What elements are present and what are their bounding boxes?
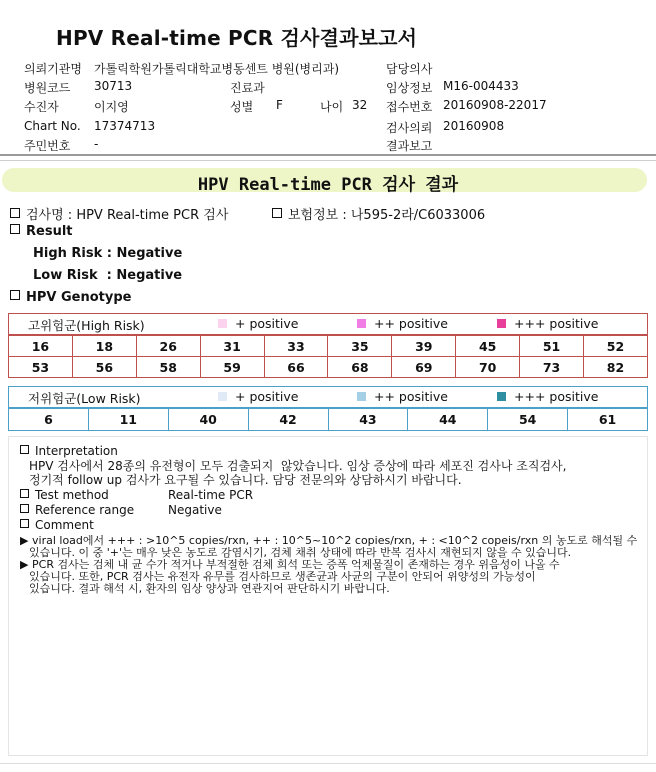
legend-plus-3 <box>497 316 598 331</box>
legend-plus-1 <box>218 389 298 404</box>
receipt-label: 접수번호 <box>386 100 433 114</box>
genotype-cell: 18 <box>72 336 136 357</box>
genotype-cell: 39 <box>392 336 456 357</box>
section-title: HPV Real-time PCR 검사 결과 <box>197 175 459 195</box>
rrn-value: - <box>94 137 99 151</box>
swatch-icon <box>497 319 506 328</box>
chart-no-value: 17374713 <box>94 119 156 133</box>
genotype-cell: 40 <box>168 409 248 431</box>
genotype-cell: 31 <box>200 336 264 357</box>
low-risk-table <box>8 408 648 431</box>
genotype-cell: 52 <box>584 336 648 357</box>
institution-value: 가톨릭학원가톨릭대학교병동센트 병원(병리과) <box>94 62 340 76</box>
clinical-info-value: M16-004433 <box>443 79 519 93</box>
legend-plus-1 <box>218 316 298 331</box>
age-value: 32 <box>352 98 368 112</box>
swatch-icon <box>357 392 366 401</box>
genotype-cell: 68 <box>328 357 392 378</box>
genotype-cell: 44 <box>408 409 488 431</box>
legend-label: ++ positive <box>374 316 448 331</box>
genotype-cell: 69 <box>392 357 456 378</box>
sex-value: F <box>276 98 283 112</box>
hospital-code-label: 병원코드 <box>24 81 71 95</box>
header-divider-thin <box>0 160 656 161</box>
age-label: 나이 <box>320 100 344 114</box>
hospital-code-value: 30713 <box>94 79 133 93</box>
genotype-cell: 73 <box>520 357 584 378</box>
table-row <box>9 409 648 431</box>
swatch-icon <box>218 319 227 328</box>
test-method-label-text: Test method <box>35 488 109 502</box>
comment-line-5: 있습니다. 결과 해석 시, 환자의 임상 양상과 연관지어 판단하시기 바랍니다. <box>29 583 390 595</box>
interpretation-heading <box>20 444 118 458</box>
high-risk-title: 고위험군(High Risk) <box>28 318 145 333</box>
receipt-value: 20160908-22017 <box>443 98 547 112</box>
legend-label: +++ positive <box>514 316 599 331</box>
reference-range-value: Negative <box>168 503 222 517</box>
low-risk-result: Low Risk : Negative <box>33 268 183 283</box>
square-bullet-icon <box>20 504 29 513</box>
swatch-icon <box>218 392 227 401</box>
genotype-cell: 70 <box>456 357 520 378</box>
reference-range-label <box>20 503 134 517</box>
genotype-cell: 33 <box>264 336 328 357</box>
test-name-text: 검사명 : HPV Real-time PCR 검사 <box>26 208 229 223</box>
bottom-divider <box>0 763 656 764</box>
square-bullet-icon <box>20 445 29 454</box>
comment-line-3: PCR 검사는 검체 내 균 수가 적거나 부적절한 검체 희석 또는 증폭 억제물질이 존재하는 경우 위음성이 나올 수 <box>32 559 560 571</box>
swatch-icon <box>497 392 506 401</box>
comment-heading-text: Comment <box>35 518 94 532</box>
legend-label: + positive <box>235 389 299 404</box>
genotype-cell: 61 <box>568 409 648 431</box>
genotype-cell: 6 <box>9 409 89 431</box>
high-risk-result: High Risk : Negative <box>33 246 183 261</box>
legend-label: + positive <box>235 316 299 331</box>
genotype-cell: 43 <box>328 409 408 431</box>
request-value: 20160908 <box>443 119 505 133</box>
test-method-label <box>20 488 109 502</box>
square-bullet-icon <box>20 489 29 498</box>
triangle-bullet-icon: ▶ <box>20 558 29 571</box>
patient-value: 이지영 <box>94 100 129 114</box>
header-divider <box>0 154 656 156</box>
patient-label: 수진자 <box>24 100 59 114</box>
genotype-heading <box>10 290 131 305</box>
chart-no-label: Chart No. <box>24 119 81 133</box>
genotype-cell: 26 <box>136 336 200 357</box>
comment-line-1: viral load에서 +++ : >10^5 copies/rxn, ++ : 10^5~10^2 copies/rxn, + : <10^2 copeis/rxn 의 농도로 해석될 수 <box>32 535 638 547</box>
comment-line-4: 있습니다. 또한, PCR 검사는 유전자 유무를 검사하므로 생존균과 사균의 구분이 안되어 위양성의 가능성이 <box>29 571 536 583</box>
rrn-label: 주민번호 <box>24 139 71 153</box>
square-bullet-icon <box>272 208 282 218</box>
high-risk-table <box>8 335 648 378</box>
table-row <box>9 336 648 357</box>
report-label: 결과보고 <box>386 139 433 153</box>
clinical-info-label: 임상정보 <box>386 81 433 95</box>
genotype-cell: 45 <box>456 336 520 357</box>
comment-heading <box>20 518 94 532</box>
sex-label: 성별 <box>230 100 254 114</box>
genotype-cell: 54 <box>488 409 568 431</box>
square-bullet-icon <box>10 224 20 234</box>
square-bullet-icon <box>10 208 20 218</box>
legend-plus-2 <box>357 389 448 404</box>
genotype-cell: 58 <box>136 357 200 378</box>
legend-plus-3 <box>497 389 598 404</box>
test-method-value: Real-time PCR <box>168 488 254 502</box>
test-name <box>10 204 228 223</box>
legend-label: +++ positive <box>514 389 599 404</box>
genotype-cell: 66 <box>264 357 328 378</box>
genotype-cell: 56 <box>72 357 136 378</box>
interpretation-heading-text: Interpretation <box>35 444 118 458</box>
legend-label: ++ positive <box>374 389 448 404</box>
institution-label: 의뢰기관명 <box>24 62 82 76</box>
square-bullet-icon <box>20 519 29 528</box>
report-title: HPV Real-time PCR 검사결과보고서 <box>56 26 418 50</box>
genotype-cell: 59 <box>200 357 264 378</box>
comment-line-2: 있습니다. 이 중 '+'는 매우 낮은 농도로 감염시기, 검체 채취 상태에 따라 반복 검사시 재현되지 않을 수 있습니다. <box>29 547 572 559</box>
reference-range-label-text: Reference range <box>35 503 135 517</box>
genotype-cell: 42 <box>248 409 328 431</box>
genotype-cell: 11 <box>88 409 168 431</box>
triangle-bullet-icon: ▶ <box>20 534 29 547</box>
insurance-text: 보험정보 : 나595-2라/C6033006 <box>288 208 486 223</box>
result-heading-text: Result <box>26 224 73 239</box>
legend-plus-2 <box>357 316 448 331</box>
genotype-cell: 35 <box>328 336 392 357</box>
genotype-heading-text: HPV Genotype <box>26 290 132 305</box>
table-row <box>9 357 648 378</box>
genotype-cell: 53 <box>9 357 73 378</box>
result-heading <box>10 224 73 239</box>
square-bullet-icon <box>10 290 20 300</box>
dept-label: 진료과 <box>230 81 265 95</box>
genotype-cell: 82 <box>584 357 648 378</box>
request-label: 검사의뢰 <box>386 121 433 135</box>
interpretation-line-1: HPV 검사에서 28종의 유전형이 모두 검출되지 않았습니다. 임상 증상에 따라 세포진 검사나 조직검사, <box>29 459 567 473</box>
doctor-label: 담당의사 <box>386 62 433 76</box>
low-risk-title: 저위험군(Low Risk) <box>28 391 141 406</box>
swatch-icon <box>357 319 366 328</box>
genotype-cell: 51 <box>520 336 584 357</box>
insurance-info <box>272 204 485 223</box>
interpretation-line-2: 정기적 follow up 검사가 요구될 수 있습니다. 담당 전문의와 상담하시기 바랍니다. <box>29 473 462 487</box>
genotype-cell: 16 <box>9 336 73 357</box>
